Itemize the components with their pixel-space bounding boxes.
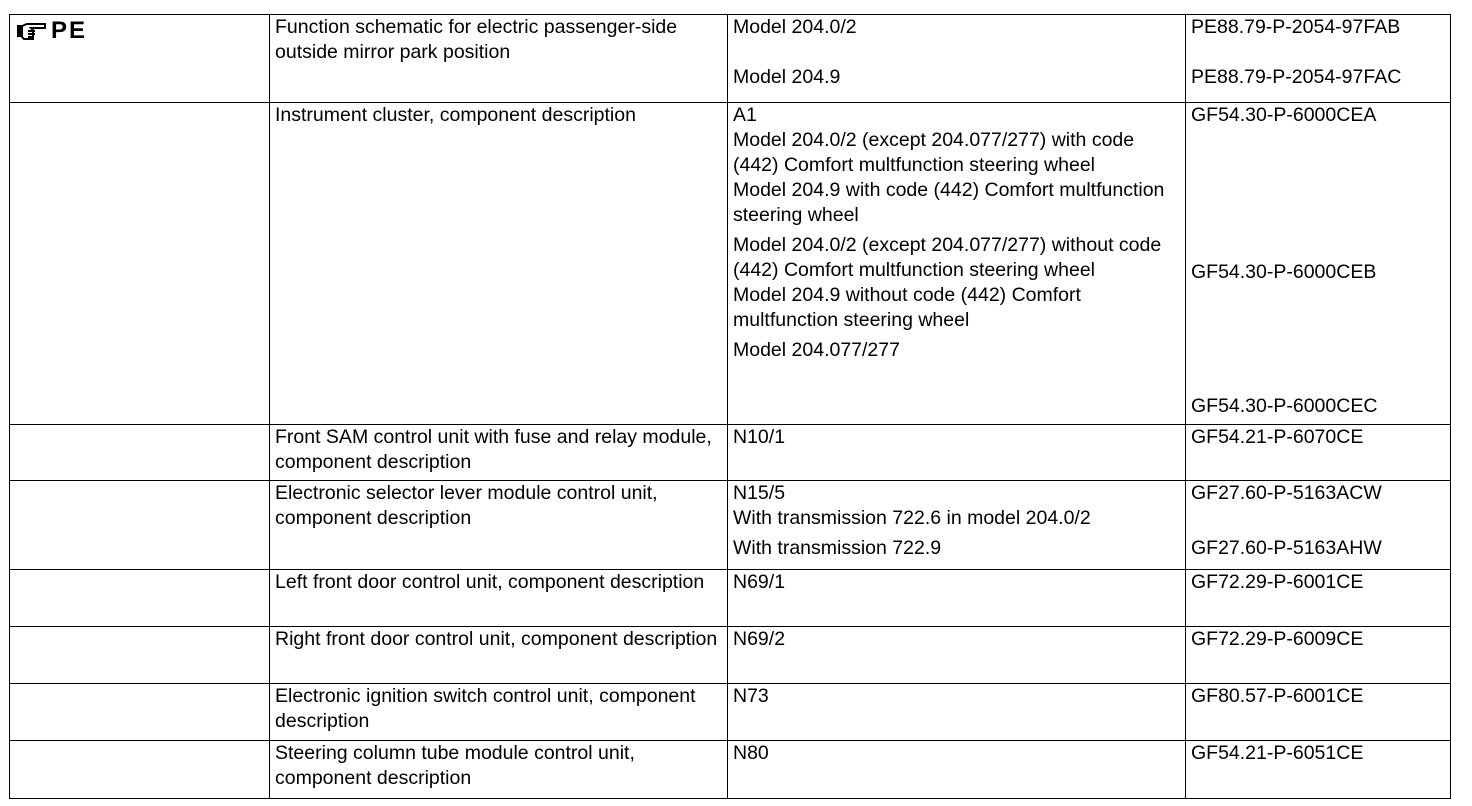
table-row: [10, 481, 1451, 570]
table-row: [10, 684, 1451, 741]
applicability-cell: A1 Model 204.0/2 (except 204.077/277) with code (442) Comfort multfunction steering wheel Model 204.9 with code (442) Comfort multfunction steering wheel Model 204.0/2 (except 204.077/277) without code (442) Comfort multfunction steering wheel Model 204.9 without code (442) Comfort multfunction steering wheel Model 204.077/277: [728, 103, 1186, 425]
reference-table: [9, 14, 1451, 799]
description-cell: Right front door control unit, component description: [270, 627, 728, 684]
applicability-cell: N10/1: [728, 425, 1186, 481]
reference-cell: GF72.29-P-6001CE: [1186, 570, 1451, 627]
description-cell: Electronic selector lever module control unit, component description: [270, 481, 728, 570]
reference-cell: GF27.60-P-5163ACW GF27.60-P-5163AHW: [1186, 481, 1451, 570]
table-row: [10, 627, 1451, 684]
description-cell: Steering column tube module control unit, component description: [270, 741, 728, 799]
reference-cell: GF80.57-P-6001CE: [1186, 684, 1451, 741]
reference-cell: GF54.30-P-6000CEA GF54.30-P-6000CEB GF54.30-P-6000CEC: [1186, 103, 1451, 425]
applicability-cell: N73: [728, 684, 1186, 741]
applicability-cell: N15/5 With transmission 722.6 in model 204.0/2 With transmission 722.9: [728, 481, 1186, 570]
table-row: [10, 570, 1451, 627]
description-cell: Function schematic for electric passenger-side outside mirror park position: [270, 15, 728, 103]
table-row: [10, 15, 1451, 103]
marker-label: PE: [51, 17, 88, 44]
applicability-cell: N80: [728, 741, 1186, 799]
applicability-cell: N69/1: [728, 570, 1186, 627]
reference-cell: GF54.21-P-6070CE: [1186, 425, 1451, 481]
marker-cell: [10, 15, 270, 103]
table-row: [10, 103, 1451, 425]
pointing-hand-icon: [15, 20, 47, 42]
table-row: [10, 741, 1451, 799]
description-cell: Front SAM control unit with fuse and relay module, component description: [270, 425, 728, 481]
applicability-cell: N69/2: [728, 627, 1186, 684]
description-cell: Instrument cluster, component description: [270, 103, 728, 425]
reference-cell: PE88.79-P-2054-97FAB PE88.79-P-2054-97FAC: [1186, 15, 1451, 103]
reference-cell: GF54.21-P-6051CE: [1186, 741, 1451, 799]
reference-cell: GF72.29-P-6009CE: [1186, 627, 1451, 684]
description-cell: Left front door control unit, component description: [270, 570, 728, 627]
table-row: [10, 425, 1451, 481]
applicability-cell: Model 204.0/2 Model 204.9: [728, 15, 1186, 103]
description-cell: Electronic ignition switch control unit, component description: [270, 684, 728, 741]
